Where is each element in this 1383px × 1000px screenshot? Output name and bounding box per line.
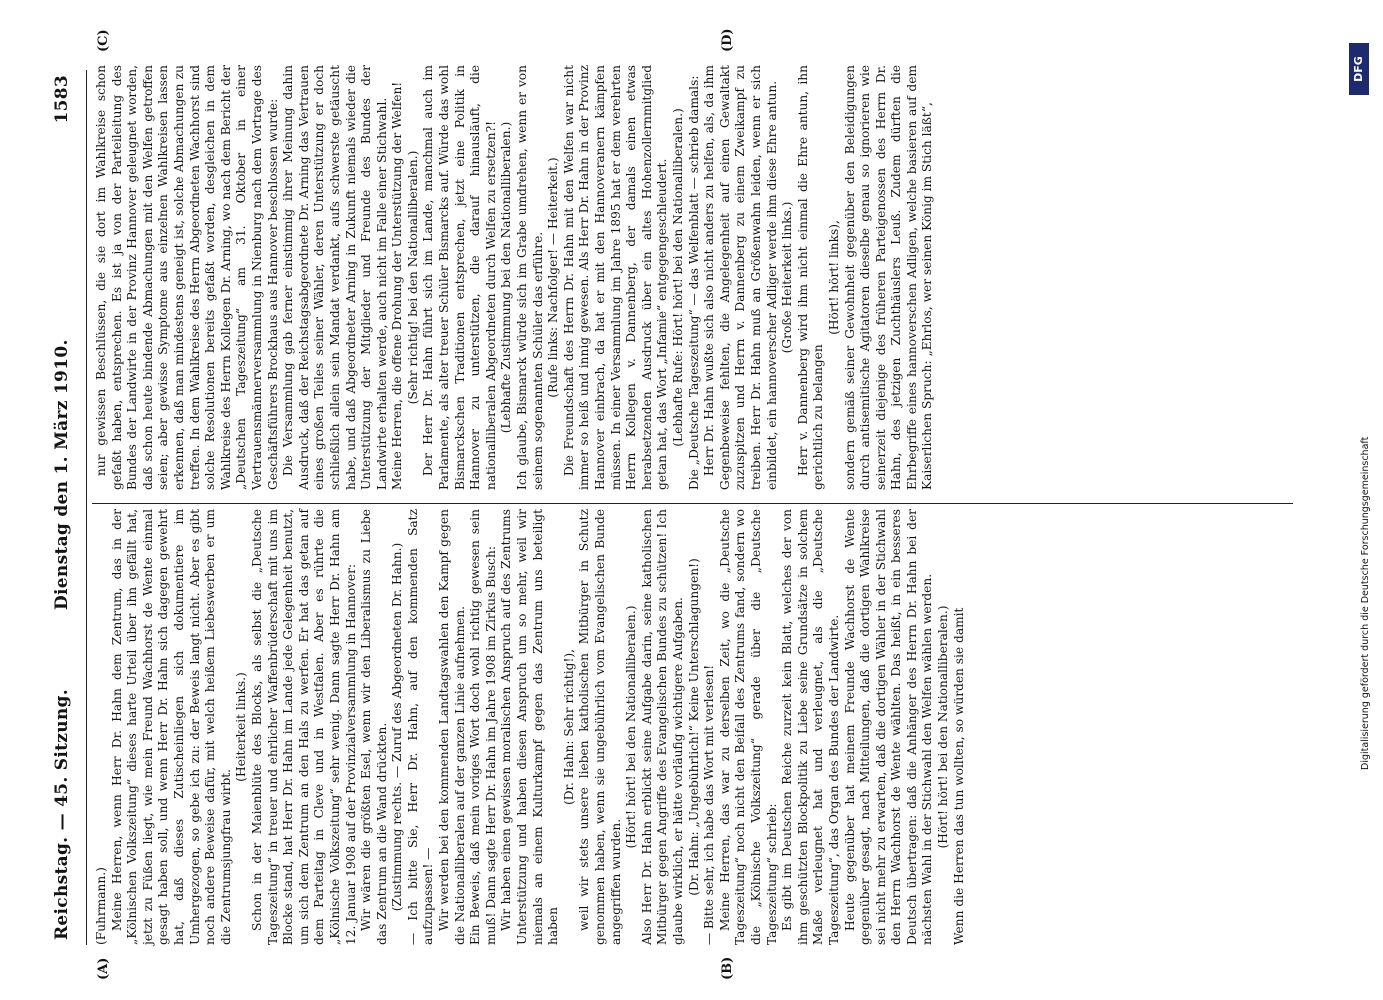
paragraph: weil wir stets unsere lieben katholischen Mitbürger in Schutz genommen haben, wenn sie ungebührlich vom Evangelischen Bunde angegriffen wurden. (577, 509, 623, 945)
paragraph: Wir wären die größten Esel, wenn wir den Liberalismus zu Liebe das Zentrum an die Wand drückten. (359, 509, 389, 945)
paragraph: Heute gegenüber hat meinem Freunde Wachhorst de Wente gegenüber gesagt, nach Mitteilungen, daß die dortigen Wahlkreise sei nicht mehr zu erwarten, daß die dortigen Wähler in der Stichwahl den Herrn Wachhorst de Wente wählten. Das heißt, in ein besseres Deutsch übertragen: daß die Anhänger des Herrn Dr. Hahn bei der nächsten Wahl in der Stichwahl den Welfen wählen werden. (842, 509, 935, 945)
column-divider (92, 503, 1293, 504)
paragraph: Wenn die Herren das tun wollten, so würden sie damit (951, 607, 966, 945)
header-rule (86, 70, 87, 945)
header-left: Reichstag. — 45. Sitzung. (52, 689, 72, 940)
interjection: (Hört! hört! bei den Nationalliberalen.) (936, 605, 951, 849)
paragraph: Ich glaube, Bismarck würde sich im Grabe umdrehen, wenn er von seinem sogenannten Schüler das erführe. (515, 65, 545, 490)
paragraph: — Bitte sehr, ich habe das Wort mit verlesen! (702, 664, 717, 945)
interjection: (Rufe links: Nachfolger! — Heiterkeit.) (546, 157, 561, 398)
paragraph: Wir haben einen gewissen moralischen Anspruch auf des Zentrums Unterstützung und haben diesen Anspruch um so mehr, weil wir niemals an einem Kulturkampf gegen das Zentrum uns beteiligt haben (499, 509, 561, 945)
paragraph: — Ich bitte Sie, Herr Dr. Hahn, auf den kommenden Satz aufzupassen! — (405, 509, 436, 945)
interjection: (Sehr richtig! bei den Nationalliberalen.) (405, 150, 420, 405)
interjection: (Große Heiterkeit links.) (780, 201, 795, 354)
header-date: Dienstag den 1. März 1910. (52, 339, 72, 610)
digitization-credit: Digitalisierung gefördert durch die Deutsche Forschungsgemeinschaft (1360, 436, 1371, 770)
interjection: (Dr. Hahn: Sehr richtig!), (561, 649, 576, 805)
paragraph: Schon in der Maienblüte des Blocks, als selbst die „Deutsche Tageszeitung“ in treuer und ehrlicher Waffenbrüderschaft mit uns im Blocke stand, hat Herr Dr. Hahn im Lande jede Gelegenheit benutzt, um sich dem Zentrum an den Hals zu werfen. Er hat das getan auf dem Parteitag in Cleve und in Westfalen. Aber es rührte die „Kölnische Volkszeitung“ sehr wenig. Dann sagte Herr Dr. Hahn am 12. Januar 1908 auf der Provinzialversammlung in Hannover: (249, 509, 358, 945)
paragraph: nur gewissen Beschlüssen, die sie dort im Wahlkreise schon gefaßt haben, entsprechen. Es ist ja von der Parteileitung des Bundes der Landwirte in der Provinz Hannover geleugnet worden, daß schon heute bindende Abmachungen mit den Welfen getroffen seien; aber gewisse Symptome aus einzelnen Wahlkreisen lassen erkennen, daß man mindestens geneigt ist, solche Abmachungen zu treffen. In dem Wahlkreise des Herrn Abgeordneten Wachhorst sind solche Resolutionen bereits gefaßt worden, desgleichen in dem Wahlkreise des Herrn Kollegen Dr. Arning, wo nach dem Bericht der „Deutschen Tageszeitung“ am 31. Oktober in einer Vertrauensmännerversammlung in Nienburg nach dem Vortrage des Geschäftsführers Brockhaus aus Hannover beschlossen wurde: (94, 65, 280, 490)
paragraph: Also Herr Dr. Hahn erblickt seine Aufgabe darin, seine katholischen Mitbürger gegen Angriffe des Evangelischen Bundes zu schützen! Ich glaube wirklich, er hätte vorläufig wichtigere Aufgaben. (639, 509, 685, 945)
page-number: 1583 (52, 75, 72, 124)
paragraph: Meine Herren, wenn Herr Dr. Hahn dem Zentrum, das in der „Kölnischen Volkszeitung“ dieses harte Urteil über ihn gefällt hat, jetzt zu Füßen liegt, wie mein Freund Wachhorst de Wente einmal gesagt haben soll, und wenn Herr Dr. Hahn sich dagegen gewehrt hat, daß dieses Zutischeinliegen sich dokumentiere im Umhergezogen, so gebe ich zu: der Beweis langt nicht. Aber es gibt noch andere Beweise dafür, mit welch heißem Liebeswerben er um die Zentrumsjungfrau wirbt. (109, 509, 233, 945)
paragraph: Meine Herren, die offene Drohung der Unterstützung der Welfen! (390, 81, 405, 490)
interjection: (Lebhafte Rufe: Hört! hört! bei den Nationalliberalen.) (670, 108, 685, 447)
interjection: (Hört! hört! links), (826, 220, 841, 335)
interjection: (Zustimmung rechts. — Zuruf des Abgeordneten Dr. Hahn.) (390, 542, 405, 912)
paragraph: Der Herr Dr. Hahn führt sich im Lande, manchmal auch im Parlamente, als alter treuer Schüler Bismarcks auf. Würde das wohl Bismarckschen Traditionen entsprechen, jetzt eine Politik in Hannover zu unterstützen, die darauf hinausläuft, die nationalliberalen Abgeordneten durch Welfen zu ersetzen?! (421, 65, 498, 490)
interjection: (Dr. Hahn: „Ungebührlich!“ Keine Unterschlagungen!) (686, 558, 701, 896)
margin-marker-c: (C) (96, 29, 111, 52)
paragraph: Wir werden bei den kommenden Landtagswahlen den Kampf gegen die Nationalliberalen auf der ganzen Linie aufnehmen. (437, 509, 467, 945)
paragraph: Meine Herren, das war zu derselben Zeit, wo die „Deutsche Tageszeitung“ noch nicht den Beifall des Zentrums fand, sondern wo die „Kölnische Volkszeitung“ gerade über die „Deutsche Tageszeitung“ schrieb: (717, 509, 779, 945)
margin-marker-a: (A) (96, 957, 111, 980)
paragraph: Herr v. Dannenberg wird ihm nicht einmal die Ehre antun, ihn gerichtlich zu belangen (795, 65, 826, 490)
paragraph: (Fuhrmann.) (94, 867, 108, 945)
paragraph: Es gibt im Deutschen Reiche zurzeit kein Blatt, welches der von ihm geschützten Blockpolitik zu Liebe seine Grundsätze in solchem Maße verleugnet hat und verleugnet, als die „Deutsche Tageszeitung“, das Organ des Bundes der Landwirte. (780, 509, 841, 945)
paragraph: Die Versammlung gab ferner einstimmig ihrer Meinung dahin Ausdruck, daß der Reichstagsabgeordnete Dr. Arning das Vertrauen eines großen Teiles seiner Wähler, deren Unterstützung er doch schließlich allein sein Mandat verdankt, aufs schwerste getäuscht habe, und daß Abgeordneter Arning in Zukunft niemals wieder die Unterstützung der Mitglieder und Freunde des Bundes der Landwirte erhalten werde, auch nicht im Falle einer Stichwahl. (281, 65, 389, 490)
dfg-logo: DFG (1349, 43, 1369, 95)
margin-marker-d: (D) (720, 28, 735, 52)
paragraph: Die Freundschaft des Herrn Dr. Hahn mit den Welfen war nicht immer so heiß und innig gewesen. Als Herr Dr. Hahn in der Provinz Hannover einbrach, da hat er mit den Hannoveranern kämpfen müssen. In einer Versammlung im Jahre 1895 hat er dem verehrten Herrn Kollegen v. Dannenberg, der damals einen etwas herabsetzenden Ausdruck über ein altes Hohenzollernmitglied getan hat, das Wort „Infamie“ entgegengeschleudert. (561, 65, 670, 490)
paragraph: sondern gemäß seiner Gewohnheit gegenüber den Beleidigungen durch antisemitische Agitatoren dieselbe genau so ignorieren wie seinerzeit diejenige des früheren Parteigenossen des Herrn Dr. Hahn, des jetzigen Zuchthäuslers Leuß. Zudem dürften die Ehrbegriffe eines hannoverschen Adligen, welche basieren auf dem Kaiserlichen Spruch: „Ehrlos, wer seinen König im Stich läßt“, (842, 65, 935, 490)
page-header (52, 75, 86, 940)
paragraph: Die „Deutsche Tageszeitung“ — das Welfenblatt — schrieb damals: (686, 75, 701, 490)
interjection: (Lebhafte Zustimmung bei den Nationalliberalen.) (499, 121, 514, 434)
paragraph: Herr Dr. Hahn wußte sich also nicht anders zu helfen, als, da ihm Gegenbeweise fehlten, die Angelegenheit auf einen Gewaltakt zuzuspitzen und Herrn v. Dannenberg zu einem Zweikampf zu treiben. Herr Dr. Hahn muß an Größenwahn leiden, wenn er sich einbildet, ein hannoverscher Adliger werde ihm diese Ehre antun. (702, 65, 779, 490)
left-column (94, 509, 967, 945)
paragraph: Ein Beweis, daß mein voriges Wort doch wohl richtig gewesen sein muß! Dann sagte Herr Dr. Hahn im Jahre 1908 im Zirkus Busch: (468, 509, 498, 945)
interjection: (Hört! hört! bei den Nationalliberalen.) (624, 605, 639, 849)
interjection: (Heiterkeit links.) (234, 672, 249, 782)
right-column (94, 65, 936, 490)
margin-marker-b: (B) (720, 956, 735, 980)
